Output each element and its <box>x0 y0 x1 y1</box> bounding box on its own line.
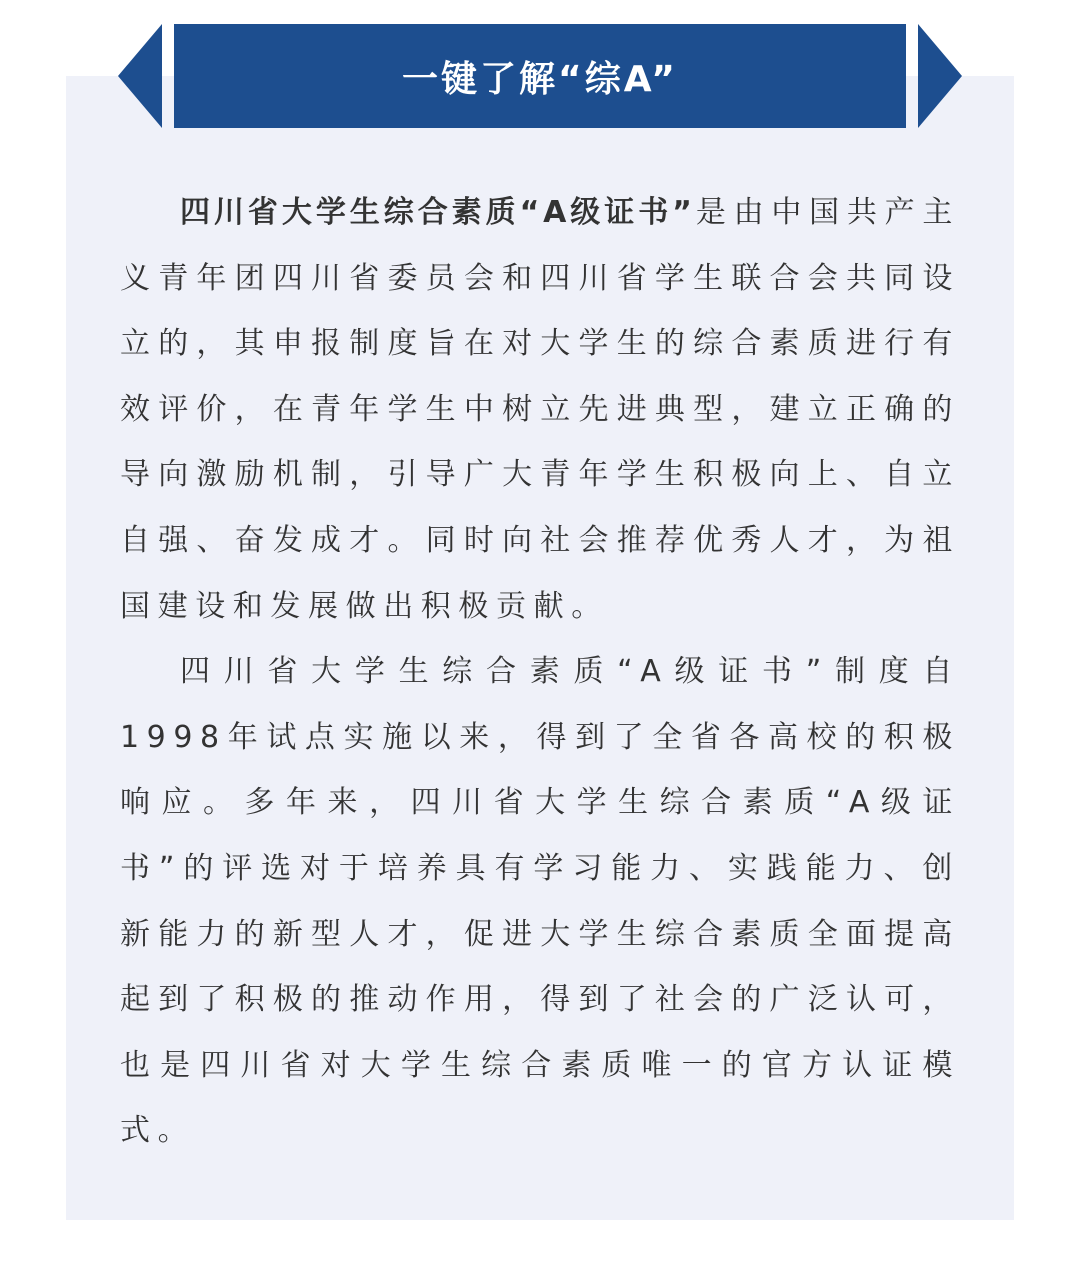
banner-title: 一键了解“综A” <box>402 58 678 100</box>
paragraph-lead: 四川省大学生综合素质“A级证书” <box>180 195 696 230</box>
paragraph-text: 四川省大学生综合素质“A级证书”制度自1998年试点实施以来，得到了全省各高校的积极响应。多年来，四川省大学生综合素质“A级证书”的评选对于培养具有学习能力、实践能力、创新能力的新型人才，促进大学生综合素质全面提高起到了积极的推动作用，得到了社会的广泛认可，也是四川省对大学生综合素质唯一的官方认证模式。 <box>120 654 960 1149</box>
right-arrow-icon <box>918 24 962 128</box>
paragraph-history <box>120 639 960 1164</box>
paragraph-intro <box>120 180 960 639</box>
title-banner <box>174 24 906 128</box>
article-body <box>120 180 960 1164</box>
paragraph-text: 是由中国共产主义青年团四川省委员会和四川省学生联合会共同设立的，其申报制度旨在对大学生的综合素质进行有效评价，在青年学生中树立先进典型，建立正确的导向激励机制，引导广大青年学生积极向上、自立自强、奋发成才。同时向社会推荐优秀人才，为祖国建设和发展做出积极贡献。 <box>120 195 961 624</box>
left-arrow-icon <box>118 24 162 128</box>
